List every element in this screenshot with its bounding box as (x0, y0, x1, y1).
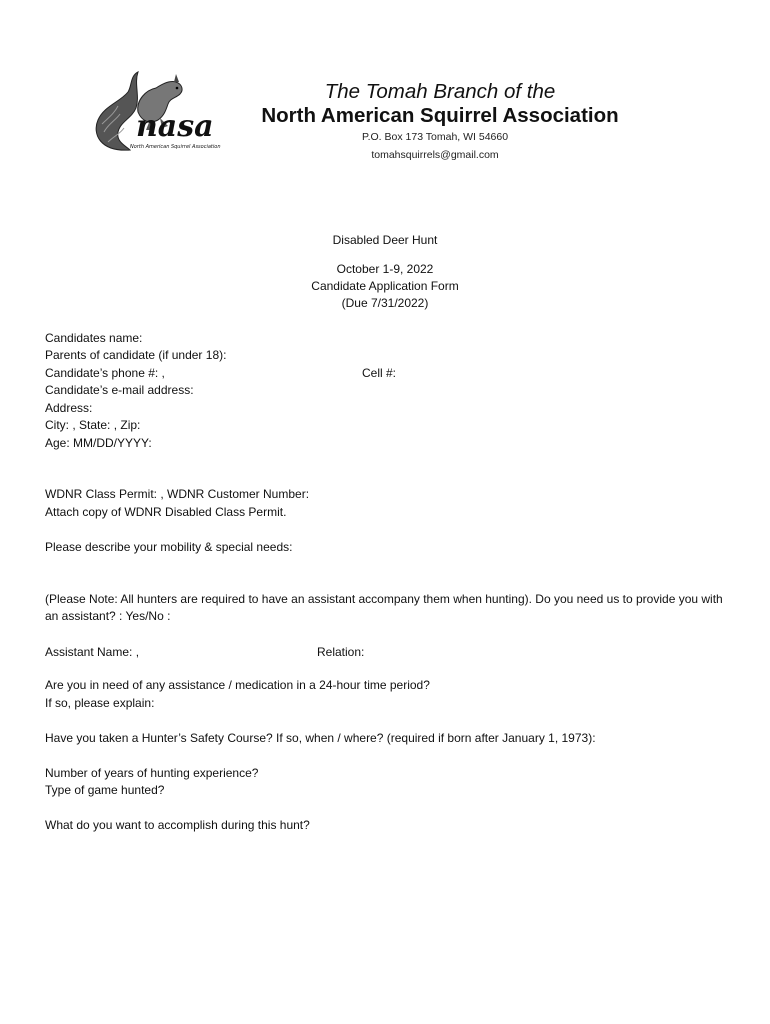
email-field[interactable]: Candidate’s e-mail address: (45, 383, 194, 397)
organization-title (250, 80, 630, 128)
phone-field[interactable]: Candidate’s phone #: , (45, 366, 165, 380)
event-dates: October 1-9, 2022 (336, 262, 434, 276)
assistant-name-field[interactable]: Assistant Name: , (45, 645, 140, 659)
org-address: P.O. Box 173 Tomah, WI 54660 (361, 131, 509, 143)
candidate-name-field[interactable]: Candidates name: (45, 331, 143, 345)
attach-permit-note: Attach copy of WDNR Disabled Class Permit. (45, 505, 287, 519)
parents-field[interactable]: Parents of candidate (if under 18): (45, 348, 227, 362)
mobility-question[interactable]: Please describe your mobility & special needs: (45, 540, 293, 554)
logo-tagline: North American Squirrel Association (130, 144, 221, 150)
event-title: Disabled Deer Hunt (332, 233, 438, 247)
squirrel-logo-graphic (90, 62, 240, 162)
title-line-2: North American Squirrel Association (261, 104, 619, 127)
title-line-1: The Tomah Branch of the (324, 80, 556, 103)
cell-field[interactable]: Cell #: (362, 366, 397, 380)
medication-explain[interactable]: If so, please explain: (45, 696, 155, 710)
organization-contact (300, 128, 570, 164)
safety-course-question[interactable]: Have you taken a Hunter’s Safety Course? If so, when / where? (required if born after January 1, 1973): (45, 731, 596, 745)
relation-field[interactable]: Relation: (317, 645, 365, 659)
nasa-squirrel-logo (90, 62, 240, 162)
experience-years-field[interactable]: Number of years of hunting experience? (45, 766, 259, 780)
medication-question[interactable]: Are you in need of any assistance / medication in a 24-hour time period? (45, 678, 430, 692)
wdnr-permit-field[interactable]: WDNR Class Permit: , WDNR Customer Number: (45, 487, 310, 501)
form-name: Candidate Application Form (311, 279, 459, 293)
logo-text: nasa (136, 109, 214, 144)
due-date: (Due 7/31/2022) (341, 296, 429, 310)
accomplish-question[interactable]: What do you want to accomplish during this hunt? (45, 818, 310, 832)
address-field[interactable]: Address: (45, 401, 93, 415)
city-state-zip-field[interactable]: City: , State: , Zip: (45, 418, 141, 432)
org-email: tomahsquirrels@gmail.com (371, 149, 499, 161)
age-field[interactable]: Age: MM/DD/YYYY: (45, 436, 152, 450)
assistant-note[interactable]: (Please Note: All hunters are required to have an assistant accompany them when hunting). Do you need us to provide you with an assistant? : Yes/No : (45, 592, 723, 623)
game-type-field[interactable]: Type of game hunted? (45, 783, 165, 797)
